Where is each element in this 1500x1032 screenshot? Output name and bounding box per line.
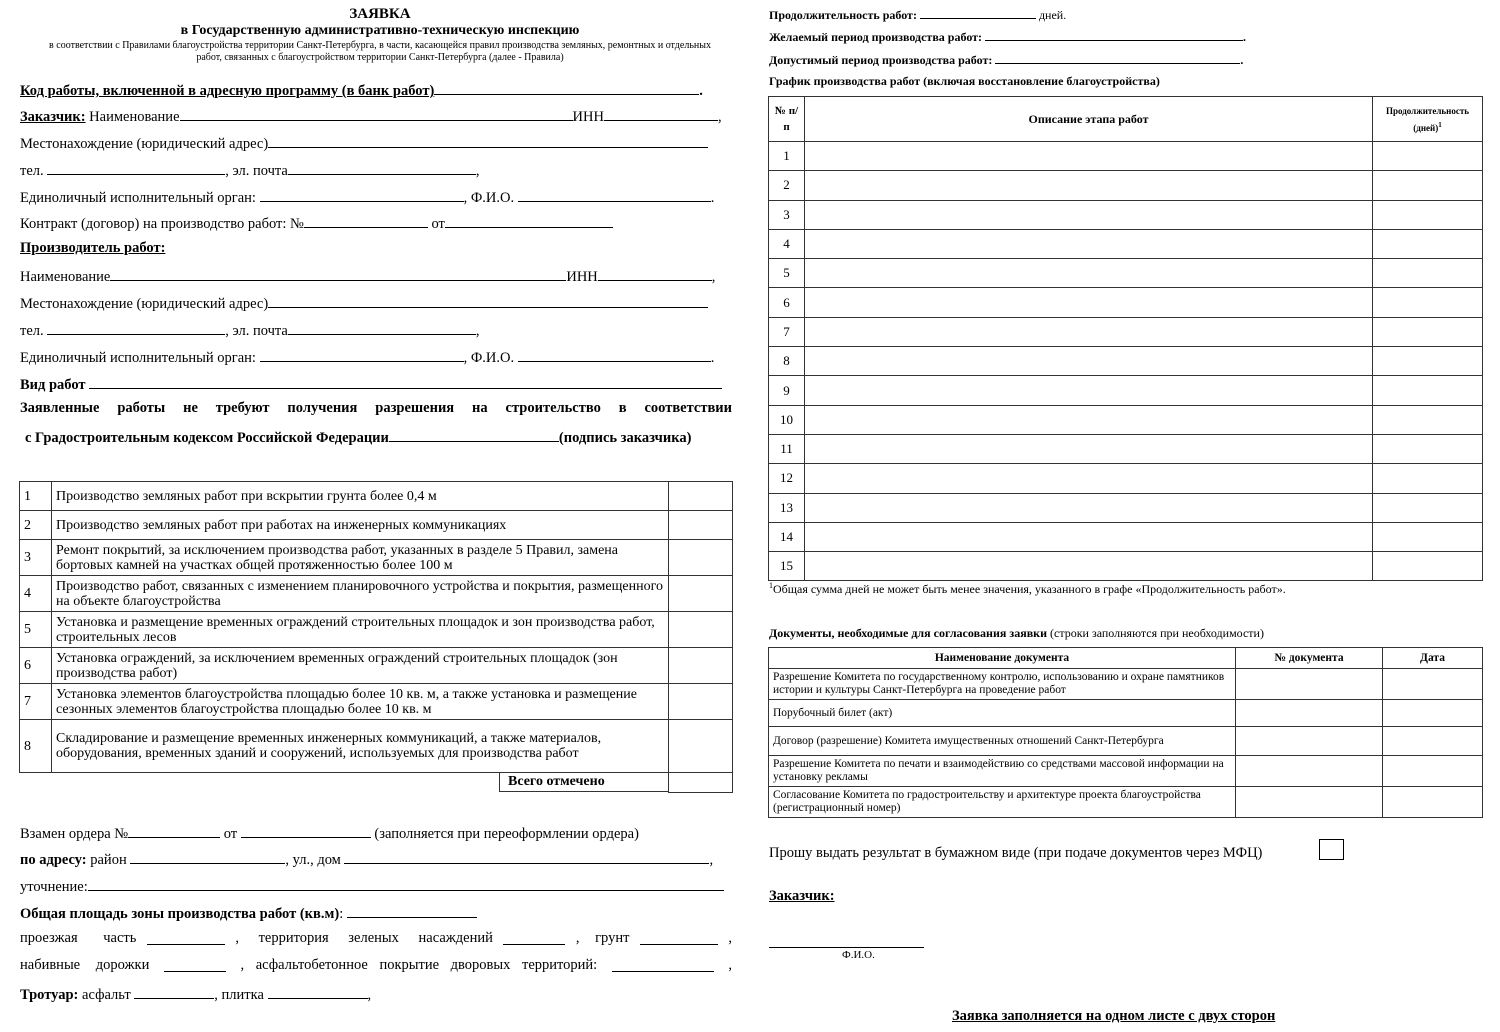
schedule-desc-cell[interactable] bbox=[805, 347, 1373, 376]
schedule-row bbox=[769, 522, 1483, 551]
duration-row: Продолжительность работ: дней. bbox=[769, 8, 1067, 22]
work-type-row: Вид работ bbox=[20, 374, 722, 394]
clarify-field[interactable] bbox=[88, 876, 724, 891]
work-type-text: Производство земляных работ при работах на инженерных коммуникациях bbox=[52, 511, 669, 540]
green-area-field[interactable] bbox=[503, 930, 565, 945]
work-type-row bbox=[20, 576, 733, 612]
work-type-row bbox=[20, 511, 733, 540]
customer-phone-field[interactable] bbox=[47, 160, 225, 175]
schedule-row bbox=[769, 200, 1483, 229]
contract-date-field[interactable] bbox=[445, 213, 613, 228]
customer-executive-row: Единоличный исполнительный орган: , Ф.И.О. . bbox=[20, 187, 714, 207]
document-number-cell[interactable] bbox=[1236, 669, 1383, 700]
schedule-row-number: 4 bbox=[769, 229, 805, 258]
schedule-desc-cell[interactable] bbox=[805, 317, 1373, 346]
paper-request-text: Прошу выдать результат в бумажном виде (при подаче документов через МФЦ) bbox=[769, 845, 1263, 861]
work-code-row: Код работы, включенной в адресную программу (в банк работ) . bbox=[20, 80, 703, 100]
schedule-desc-cell[interactable] bbox=[805, 259, 1373, 288]
work-type-row bbox=[20, 612, 733, 648]
document-name: Согласование Комитета по градостроительству и архитектуре проекта благоустройства (регистрационный номер) bbox=[769, 787, 1236, 818]
street-field[interactable] bbox=[344, 849, 709, 864]
document-number-cell[interactable] bbox=[1236, 756, 1383, 787]
schedule-duration-cell[interactable] bbox=[1373, 405, 1483, 434]
schedule-row-number: 1 bbox=[769, 142, 805, 171]
customer-heading: Заказчик: bbox=[20, 109, 86, 125]
schedule-duration-cell[interactable] bbox=[1373, 376, 1483, 405]
customer-fio-caption: Ф.И.О. bbox=[842, 949, 875, 961]
bottom-note: Заявка заполняется на одном листе с двух сторон bbox=[952, 1008, 1276, 1024]
document-row bbox=[769, 669, 1483, 700]
document-date-cell[interactable] bbox=[1383, 787, 1483, 818]
schedule-row bbox=[769, 347, 1483, 376]
total-marked-label: Всего отмечено bbox=[499, 773, 668, 792]
total-marked-cell[interactable] bbox=[669, 773, 733, 793]
work-type-mark-cell[interactable] bbox=[669, 720, 733, 773]
schedule-duration-cell[interactable] bbox=[1373, 493, 1483, 522]
customer-name-row: Заказчик: Наименование ИНН , bbox=[20, 106, 722, 126]
document-row bbox=[769, 727, 1483, 756]
schedule-desc-cell[interactable] bbox=[805, 200, 1373, 229]
soil-field[interactable] bbox=[640, 930, 718, 945]
work-code-field[interactable] bbox=[434, 80, 699, 95]
work-type-number: 4 bbox=[20, 576, 52, 612]
schedule-duration-cell[interactable] bbox=[1373, 552, 1483, 581]
document-date-cell[interactable] bbox=[1383, 669, 1483, 700]
schedule-row bbox=[769, 171, 1483, 200]
desired-period-field[interactable] bbox=[985, 29, 1243, 41]
document-number-cell[interactable] bbox=[1236, 700, 1383, 727]
document-date-cell[interactable] bbox=[1383, 727, 1483, 756]
work-type-text: Установка ограждений, за исключением временных ограждений строительных площадок (зон производства работ) bbox=[52, 648, 669, 684]
work-type-mark-cell[interactable] bbox=[669, 684, 733, 720]
schedule-desc-cell[interactable] bbox=[805, 229, 1373, 258]
schedule-duration-cell[interactable] bbox=[1373, 229, 1483, 258]
order-address-row: по адресу: район , ул., дом , bbox=[20, 849, 713, 869]
contractor-fio-field[interactable] bbox=[518, 347, 711, 362]
area-breakdown-row1: проезжая часть , территория зеленых насаждений , грунт , bbox=[20, 930, 732, 946]
customer-executive-field[interactable] bbox=[260, 187, 464, 202]
schedule-row bbox=[769, 229, 1483, 258]
area-breakdown-row2: набивные дорожки , асфальтобетонное покрытие дворовых территорий: , bbox=[20, 957, 732, 973]
customer-fio-field[interactable] bbox=[518, 187, 711, 202]
work-type-text: Установка элементов благоустройства площадью более 10 кв. м, а также установка и размещение сезонных элементов благоустройства площадью более 10 кв. м bbox=[52, 684, 669, 720]
order-clarify-row: уточнение: bbox=[20, 876, 724, 896]
work-type-text: Производство земляных работ при вскрытии грунта более 0,4 м bbox=[52, 482, 669, 511]
work-type-number: 7 bbox=[20, 684, 52, 720]
schedule-desc-cell[interactable] bbox=[805, 376, 1373, 405]
schedule-row bbox=[769, 493, 1483, 522]
document-date-cell[interactable] bbox=[1383, 700, 1483, 727]
area-row: Общая площадь зоны производства работ (кв.м): bbox=[20, 903, 477, 923]
schedule-desc-cell[interactable] bbox=[805, 171, 1373, 200]
document-row bbox=[769, 700, 1483, 727]
schedule-row bbox=[769, 434, 1483, 463]
work-type-mark-cell[interactable] bbox=[669, 511, 733, 540]
form-title: ЗАЯВКА bbox=[349, 6, 411, 22]
allowed-period-row: Допустимый период производства работ: . bbox=[769, 53, 1244, 67]
desired-period-row: Желаемый период производства работ: . bbox=[769, 30, 1247, 44]
document-row bbox=[769, 756, 1483, 787]
document-name: Разрешение Комитета по печати и взаимодействию со средствами массовой информации на установку рекламы bbox=[769, 756, 1236, 787]
work-type-row bbox=[20, 720, 733, 773]
schedule-desc-cell[interactable] bbox=[805, 464, 1373, 493]
work-type-number: 3 bbox=[20, 540, 52, 576]
customer-address-field[interactable] bbox=[268, 133, 708, 148]
work-type-mark-cell[interactable] bbox=[669, 482, 733, 511]
work-type-number: 1 bbox=[20, 482, 52, 511]
schedule-row-number: 11 bbox=[769, 434, 805, 463]
customer-signature-field[interactable] bbox=[389, 427, 559, 442]
work-type-number: 8 bbox=[20, 720, 52, 773]
schedule-row-number: 3 bbox=[769, 200, 805, 229]
form-basis-line2: работ, связанных с благоустройством территории Санкт-Петербурга (далее - Правила) bbox=[196, 52, 564, 63]
duration-field[interactable] bbox=[920, 7, 1036, 19]
contract-number-field[interactable] bbox=[304, 213, 428, 228]
contractor-address-field[interactable] bbox=[268, 293, 708, 308]
customer-contract-row: Контракт (договор) на производство работ: № от bbox=[20, 213, 613, 233]
docs-col-date: Дата bbox=[1383, 648, 1483, 669]
sidewalk-asphalt-field[interactable] bbox=[134, 984, 214, 999]
contractor-address-row: Местонахождение (юридический адрес) bbox=[20, 293, 708, 313]
work-type-text: Производство работ, связанных с изменением планировочного устройства и покрытия, размещенного на объекте благоустройства bbox=[52, 576, 669, 612]
work-type-mark-cell[interactable] bbox=[669, 648, 733, 684]
work-type-number: 5 bbox=[20, 612, 52, 648]
declaration-line1: Заявленные работы не требуют получения разрешения на строительство в соответствии bbox=[20, 400, 732, 416]
docs-col-number: № документа bbox=[1236, 648, 1383, 669]
order-replace-row: Взамен ордера № от (заполняется при переоформлении ордера) bbox=[20, 823, 639, 843]
schedule-desc-cell[interactable] bbox=[805, 522, 1373, 551]
schedule-row-number: 12 bbox=[769, 464, 805, 493]
contractor-name-field[interactable] bbox=[110, 266, 566, 281]
contractor-contacts-row: тел. , эл. почта , bbox=[20, 320, 479, 340]
contractor-name-row: Наименование ИНН , bbox=[20, 266, 715, 286]
schedule-col-num: № п/п bbox=[769, 97, 805, 142]
schedule-duration-cell[interactable] bbox=[1373, 288, 1483, 317]
schedule-desc-cell[interactable] bbox=[805, 288, 1373, 317]
document-row bbox=[769, 787, 1483, 818]
form-subtitle: в Государственную административно-техническую инспекцию bbox=[180, 23, 580, 38]
schedule-row bbox=[769, 464, 1483, 493]
work-type-field[interactable] bbox=[89, 374, 722, 389]
schedule-row-number: 2 bbox=[769, 171, 805, 200]
schedule-row bbox=[769, 317, 1483, 346]
schedule-row-number: 9 bbox=[769, 376, 805, 405]
order-number-field[interactable] bbox=[128, 823, 220, 838]
schedule-col-duration: Продолжительность (дней)$^1$ bbox=[1373, 97, 1483, 142]
schedule-duration-cell[interactable] bbox=[1373, 200, 1483, 229]
schedule-desc-cell[interactable] bbox=[805, 552, 1373, 581]
document-number-cell[interactable] bbox=[1236, 787, 1383, 818]
schedule-duration-cell[interactable] bbox=[1373, 464, 1483, 493]
work-type-mark-cell[interactable] bbox=[669, 576, 733, 612]
schedule-duration-cell[interactable] bbox=[1373, 434, 1483, 463]
document-name: Порубочный билет (акт) bbox=[769, 700, 1236, 727]
document-number-cell[interactable] bbox=[1236, 727, 1383, 756]
schedule-row-number: 10 bbox=[769, 405, 805, 434]
schedule-duration-cell[interactable] bbox=[1373, 347, 1483, 376]
work-type-row bbox=[20, 540, 733, 576]
schedule-row-number: 5 bbox=[769, 259, 805, 288]
work-type-text: Складирование и размещение временных инженерных коммуникаций, а также материалов, оборудования, временных зданий и сооружений, используемых для производства работ bbox=[52, 720, 669, 773]
customer-sign-field[interactable] bbox=[769, 933, 924, 948]
work-type-mark-cell[interactable] bbox=[669, 612, 733, 648]
customer-address-row: Местонахождение (юридический адрес) bbox=[20, 133, 708, 153]
schedule-heading: График производства работ (включая восстановление благоустройства) bbox=[769, 74, 1160, 88]
schedule-duration-cell[interactable] bbox=[1373, 317, 1483, 346]
work-code-label: Код работы, включенной в адресную программу (в банк работ) bbox=[20, 83, 435, 99]
schedule-desc-cell[interactable] bbox=[805, 434, 1373, 463]
schedule-row-number: 13 bbox=[769, 493, 805, 522]
work-type-text: Установка и размещение временных ограждений строительных площадок и зон производства работ, строительных лесов bbox=[52, 612, 669, 648]
docs-col-name: Наименование документа bbox=[769, 648, 1236, 669]
sidewalk-row: Тротуар: асфальт , плитка , bbox=[20, 984, 371, 1004]
schedule-row bbox=[769, 552, 1483, 581]
schedule-row bbox=[769, 405, 1483, 434]
paper-request-checkbox[interactable] bbox=[1319, 839, 1344, 860]
document-name: Разрешение Комитета по государственному контролю, использованию и охране памятников истории и культуры Санкт-Петербурга на проведение работ bbox=[769, 669, 1236, 700]
paths-field[interactable] bbox=[164, 957, 226, 972]
schedule-duration-cell[interactable] bbox=[1373, 259, 1483, 288]
contractor-phone-field[interactable] bbox=[47, 320, 225, 335]
schedule-duration-cell[interactable] bbox=[1373, 171, 1483, 200]
schedule-row-number: 6 bbox=[769, 288, 805, 317]
contractor-email-field[interactable] bbox=[288, 320, 476, 335]
work-type-number: 2 bbox=[20, 511, 52, 540]
contractor-heading: Производитель работ: bbox=[20, 240, 166, 256]
area-field[interactable] bbox=[347, 903, 477, 918]
roadway-field[interactable] bbox=[147, 930, 225, 945]
docs-heading-row: Документы, необходимые для согласования заявки (строки заполняются при необходимости) bbox=[769, 626, 1264, 640]
allowed-period-field[interactable] bbox=[995, 52, 1240, 64]
schedule-desc-cell[interactable] bbox=[805, 142, 1373, 171]
documents-table bbox=[768, 647, 1483, 818]
customer-inn-field[interactable] bbox=[604, 106, 718, 121]
contractor-executive-row: Единоличный исполнительный орган: , Ф.И.О. . bbox=[20, 347, 714, 367]
work-type-row bbox=[20, 482, 733, 511]
schedule-row bbox=[769, 142, 1483, 171]
schedule-desc-cell[interactable] bbox=[805, 493, 1373, 522]
schedule-duration-cell[interactable] bbox=[1373, 522, 1483, 551]
schedule-row bbox=[769, 376, 1483, 405]
schedule-table bbox=[768, 96, 1483, 581]
district-field[interactable] bbox=[130, 849, 285, 864]
customer-contacts-row: тел. , эл. почта , bbox=[20, 160, 479, 180]
schedule-row bbox=[769, 288, 1483, 317]
work-type-row bbox=[20, 684, 733, 720]
footnote: $^1$Общая сумма дней не может быть менее значения, указанного в графе «Продолжительность работ». bbox=[769, 581, 1286, 596]
work-type-text: Ремонт покрытий, за исключением производства работ, указанных в разделе 5 Правил, замена бортовых камней на участках общей протяженностью более 100 м bbox=[52, 540, 669, 576]
order-date-field[interactable] bbox=[241, 823, 371, 838]
schedule-row-number: 8 bbox=[769, 347, 805, 376]
form-basis-line1: в соответствии с Правилами благоустройства территории Санкт-Петербурга, в части, касающейся правил производства земляных, ремонтных и отдельных bbox=[49, 40, 711, 51]
schedule-row-number: 14 bbox=[769, 522, 805, 551]
schedule-col-desc: Описание этапа работ bbox=[805, 97, 1373, 142]
document-date-cell[interactable] bbox=[1383, 756, 1483, 787]
schedule-row bbox=[769, 259, 1483, 288]
yards-asphalt-field[interactable] bbox=[612, 957, 714, 972]
total-row bbox=[20, 773, 733, 793]
schedule-row-number: 7 bbox=[769, 317, 805, 346]
work-types-table bbox=[19, 481, 733, 793]
customer-sign-label: Заказчик: bbox=[769, 888, 835, 904]
contractor-executive-field[interactable] bbox=[260, 347, 464, 362]
schedule-duration-cell[interactable] bbox=[1373, 142, 1483, 171]
work-type-number: 6 bbox=[20, 648, 52, 684]
document-name: Договор (разрешение) Комитета имущественных отношений Санкт-Петербурга bbox=[769, 727, 1236, 756]
customer-email-field[interactable] bbox=[288, 160, 476, 175]
work-type-row bbox=[20, 648, 733, 684]
sidewalk-tile-field[interactable] bbox=[268, 984, 368, 999]
contractor-inn-field[interactable] bbox=[598, 266, 712, 281]
schedule-row-number: 15 bbox=[769, 552, 805, 581]
schedule-desc-cell[interactable] bbox=[805, 405, 1373, 434]
declaration-line2-row: с Градостроительным кодексом Российской Федерации (подпись заказчика) bbox=[25, 427, 691, 447]
customer-name-field[interactable] bbox=[180, 106, 573, 121]
work-type-mark-cell[interactable] bbox=[669, 540, 733, 576]
